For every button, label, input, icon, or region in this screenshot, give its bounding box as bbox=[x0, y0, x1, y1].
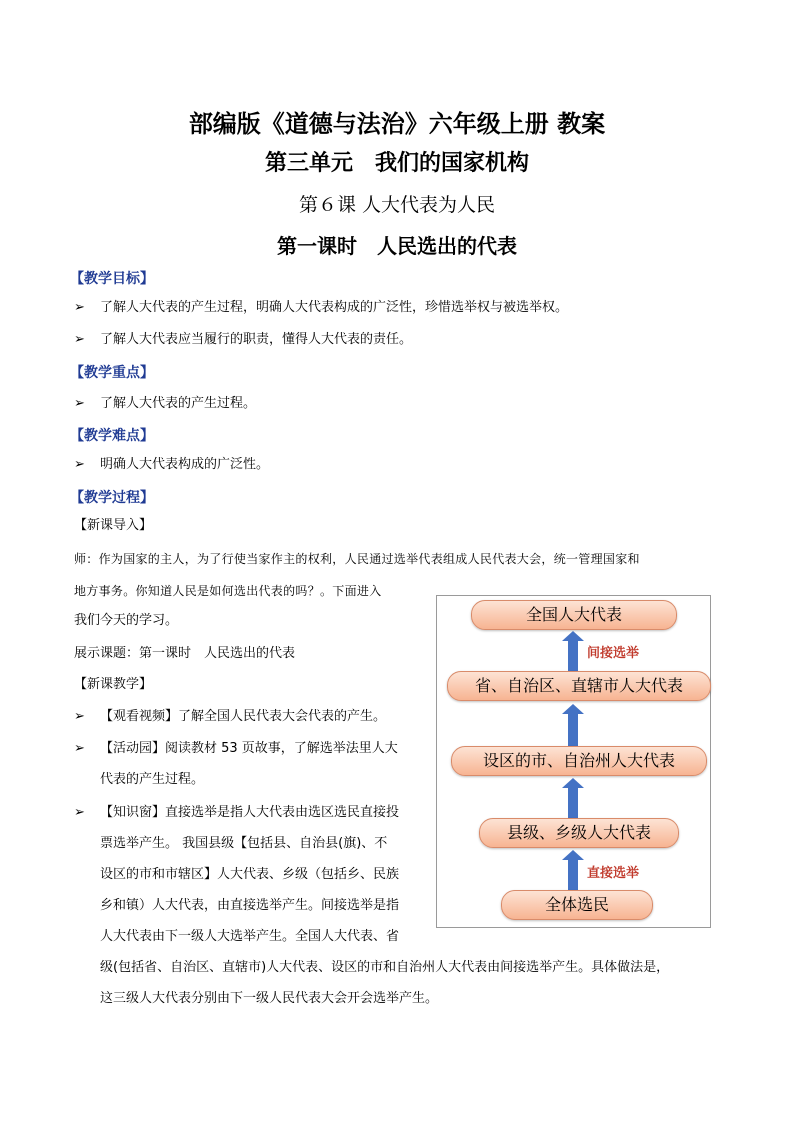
intro-paragraph: 师：作为国家的主人，为了行使当家作主的权利，人民通过选举代表组成人民代表大会，统一管理国家和 bbox=[74, 552, 640, 566]
list-item: ➢ 【活动园】阅读教材 53 页故事，了解选举法里人大 代表的产生过程。 bbox=[74, 733, 426, 795]
list-item: ➢ 了解人大代表的产生过程，明确人大代表构成的广泛性，珍惜选举权与被选举权。 bbox=[74, 294, 568, 322]
bullet-arrow-icon: ➢ bbox=[74, 805, 85, 820]
show-topic: 展示课题：第一课时 人民选出的代表 bbox=[74, 646, 296, 661]
period-title: 第一课时 人民选出的代表 bbox=[277, 234, 517, 258]
level-county: 县级、乡级人大代表 bbox=[479, 818, 679, 848]
indirect-election-label: 间接选举 bbox=[587, 646, 640, 661]
knowledge-paragraph-end: 这三级人大代表分别由下一级人民代表大会开会选举产生。 bbox=[100, 991, 439, 1006]
election-hierarchy-diagram bbox=[436, 595, 711, 928]
process-heading: 【教学过程】 bbox=[70, 490, 154, 506]
unit-title: 第三单元 我们的国家机构 bbox=[264, 151, 529, 176]
level-voters: 全体选民 bbox=[501, 890, 653, 920]
arrow-up-icon bbox=[562, 631, 584, 673]
bullet-arrow-icon: ➢ bbox=[74, 396, 85, 411]
key-points-heading: 【教学重点】 bbox=[70, 365, 154, 381]
list-item: ➢ 【知识窗】直接选举是指人大代表由选区选民直接投 票选举产生。 我国县级【包括县、自治县(旗)、不 设区的市和市辖区】人大代表、乡级（包括乡、民族 乡和镇）人大代表，由直接选举产生。间接选举是指 人大代表由下一级人大选举产生。全国人大代表、省 bbox=[74, 797, 426, 952]
arrow-up-icon bbox=[562, 704, 584, 746]
knowledge-paragraph-cont: 级(包括省、自治区、直辖市)人大代表、设区的市和自治州人大代表由间接选举产生。具体做法是， bbox=[100, 960, 670, 975]
list-item: ➢ 了解人大代表的产生过程。 bbox=[74, 390, 256, 418]
bullet-arrow-icon: ➢ bbox=[74, 457, 85, 472]
document-title: 部编版《道德与法治》六年级上册 教案 bbox=[188, 110, 606, 138]
bullet-arrow-icon: ➢ bbox=[74, 300, 85, 315]
arrow-up-icon bbox=[562, 850, 584, 890]
teaching-heading: 【新课教学】 bbox=[74, 677, 153, 692]
bullet-arrow-icon: ➢ bbox=[74, 741, 85, 756]
intro-paragraph-cont: 地方事务。你知道人民是如何选出代表的吗？。下面进入 bbox=[74, 584, 382, 598]
list-item: ➢ 【观看视频】了解全国人民代表大会代表的产生。 bbox=[74, 703, 386, 731]
level-provincial: 省、自治区、直辖市人大代表 bbox=[447, 671, 711, 701]
intro-heading: 【新课导入】 bbox=[74, 518, 153, 533]
intro-paragraph-end: 我们今天的学习。 bbox=[74, 613, 179, 628]
difficulties-heading: 【教学难点】 bbox=[70, 428, 154, 444]
lesson-title: 第６课 人大代表为人民 bbox=[298, 194, 496, 216]
list-item: ➢ 了解人大代表应当履行的职责，懂得人大代表的责任。 bbox=[74, 326, 412, 354]
objectives-heading: 【教学目标】 bbox=[70, 271, 154, 287]
bullet-arrow-icon: ➢ bbox=[74, 332, 85, 347]
level-city: 设区的市、自治州人大代表 bbox=[451, 746, 707, 776]
bullet-arrow-icon: ➢ bbox=[74, 709, 85, 724]
list-item: ➢ 明确人大代表构成的广泛性。 bbox=[74, 451, 269, 479]
direct-election-label: 直接选举 bbox=[587, 866, 640, 881]
arrow-up-icon bbox=[562, 778, 584, 818]
level-national: 全国人大代表 bbox=[471, 600, 677, 630]
